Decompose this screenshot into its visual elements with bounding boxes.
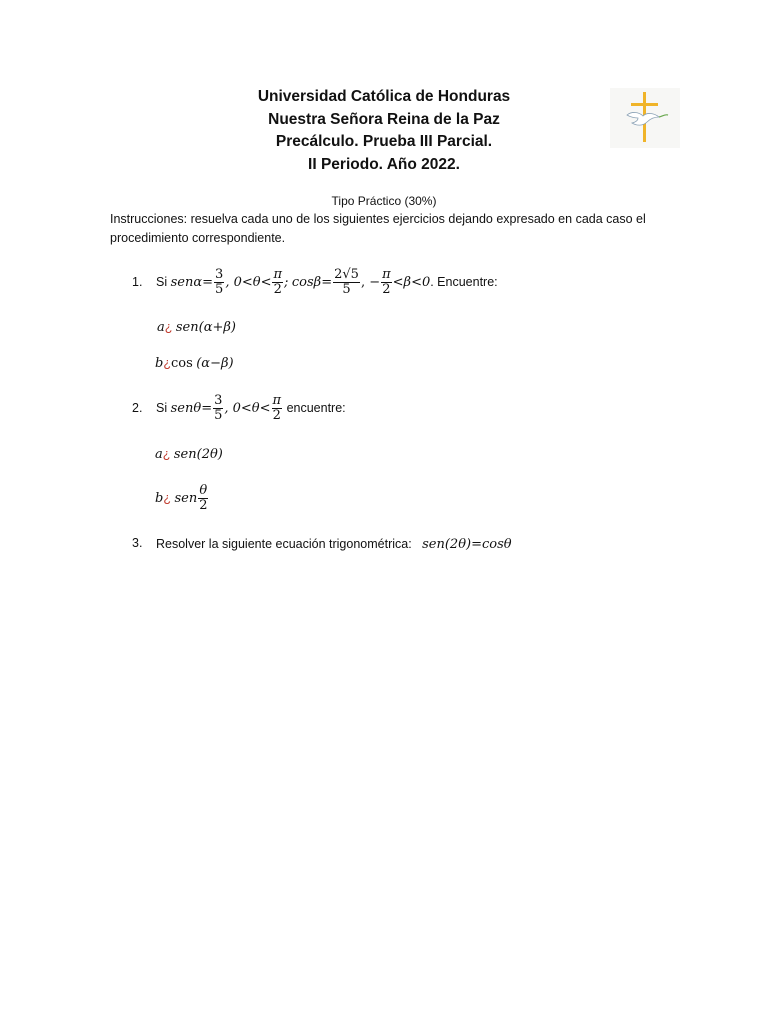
exercise-1b-cos: cos xyxy=(170,355,193,371)
exercise-3-number: 3. xyxy=(132,536,143,550)
exercise-2a-mark: ¿ xyxy=(162,447,171,461)
fraction-numerator: π xyxy=(273,266,283,282)
fraction-denominator: 5 xyxy=(214,407,223,423)
fraction-denominator: 2 xyxy=(199,497,208,513)
exercise-1-fraction-pi-2 xyxy=(272,268,283,296)
exercise-1-fraction-2sqrt5-5 xyxy=(333,268,360,296)
exercise-2a xyxy=(155,445,223,463)
exercise-2b-sen: sen xyxy=(174,490,198,506)
exercise-1-beta-range-end: <β<0 xyxy=(392,274,431,290)
exercise-2-equals: = xyxy=(201,400,213,416)
exercise-1a-expression: sen(α+β) xyxy=(175,319,236,335)
exercise-1-statement xyxy=(156,264,498,300)
exercise-3-equation: sen(2θ)=cosθ xyxy=(422,536,512,552)
exercise-2b-fraction-theta-2 xyxy=(198,484,208,512)
exercise-2-number: 2. xyxy=(132,401,143,415)
exercise-1b xyxy=(155,354,234,372)
exercise-2-theta-range: , 0<θ< xyxy=(224,400,271,416)
fraction-denominator: 5 xyxy=(215,281,224,297)
exercise-2a-label: a xyxy=(155,446,163,462)
exercise-2b-label: b xyxy=(155,490,164,506)
fraction-numerator: π xyxy=(382,266,391,282)
exercise-2-tail: encuentre: xyxy=(286,401,346,415)
exercise-2-statement xyxy=(156,390,346,426)
exercise-1-sen-alpha: senα xyxy=(170,274,203,290)
fraction-denominator: 2 xyxy=(272,407,281,423)
exercise-2-fraction-pi-2 xyxy=(272,394,283,422)
fraction-denominator: 2 xyxy=(273,281,282,297)
cross-dove-icon xyxy=(610,88,680,148)
exercise-1-semicolon: ; xyxy=(284,274,289,290)
exercise-1-fraction-3-5 xyxy=(214,268,224,296)
exercise-1a-label: a xyxy=(157,319,165,335)
exercise-2-si: Si xyxy=(156,401,168,415)
header-line-exam: Precálculo. Prueba III Parcial. xyxy=(275,133,493,150)
exercise-1-si: Si xyxy=(156,275,168,289)
exercise-1-cos-beta: cosβ xyxy=(291,274,322,290)
exercise-1a-mark: ¿ xyxy=(164,320,173,334)
fraction-denominator: 2 xyxy=(382,281,391,297)
fraction-numerator: π xyxy=(272,392,282,408)
instructions: Instrucciones: resuelva cada uno de los siguientes ejercicios dejando expresado en cada caso el procedimiento correspondiente. xyxy=(110,212,646,245)
test-type: Tipo Práctico (30%) xyxy=(331,194,437,208)
exercise-3-text: Resolver la siguiente ecuación trigonométrica: xyxy=(156,537,412,551)
exercise-2-sen-theta: senθ xyxy=(170,400,202,416)
exercise-1-tail: . Encuentre: xyxy=(430,275,498,289)
fraction-denominator: 5 xyxy=(342,281,351,297)
exercise-1b-mark: ¿ xyxy=(163,356,171,370)
document-header xyxy=(200,86,568,176)
fraction-numerator: 2√5 xyxy=(334,266,359,282)
exercise-1-number: 1. xyxy=(132,275,143,289)
fraction-numerator: 3 xyxy=(215,266,224,282)
exercise-1b-expression: (α−β) xyxy=(196,355,234,371)
exercise-1-beta-range-start: , − xyxy=(360,274,381,290)
fraction-numerator: θ xyxy=(199,482,208,498)
exercise-2b-mark: ¿ xyxy=(163,491,171,505)
exercise-1a xyxy=(157,318,236,336)
exercise-2b xyxy=(155,481,209,515)
exercise-1-fraction-pi-2-b xyxy=(381,268,392,296)
header-line-period: II Periodo. Año 2022. xyxy=(308,155,460,173)
exercise-1-theta-range: , 0<θ< xyxy=(225,274,272,290)
exercise-2a-expression: sen(2θ) xyxy=(173,446,223,462)
exercise-2-fraction-3-5 xyxy=(213,394,223,422)
header-line-campus: Nuestra Señora Reina de la Paz xyxy=(268,110,500,128)
fraction-numerator: 3 xyxy=(214,392,223,408)
exercise-1-equals-2: = xyxy=(321,274,333,290)
exercise-1b-label: b xyxy=(155,355,164,371)
exercise-1-equals: = xyxy=(202,274,214,290)
header-line-university: Universidad Católica de Honduras xyxy=(257,88,511,105)
exercise-3-statement xyxy=(156,534,512,554)
